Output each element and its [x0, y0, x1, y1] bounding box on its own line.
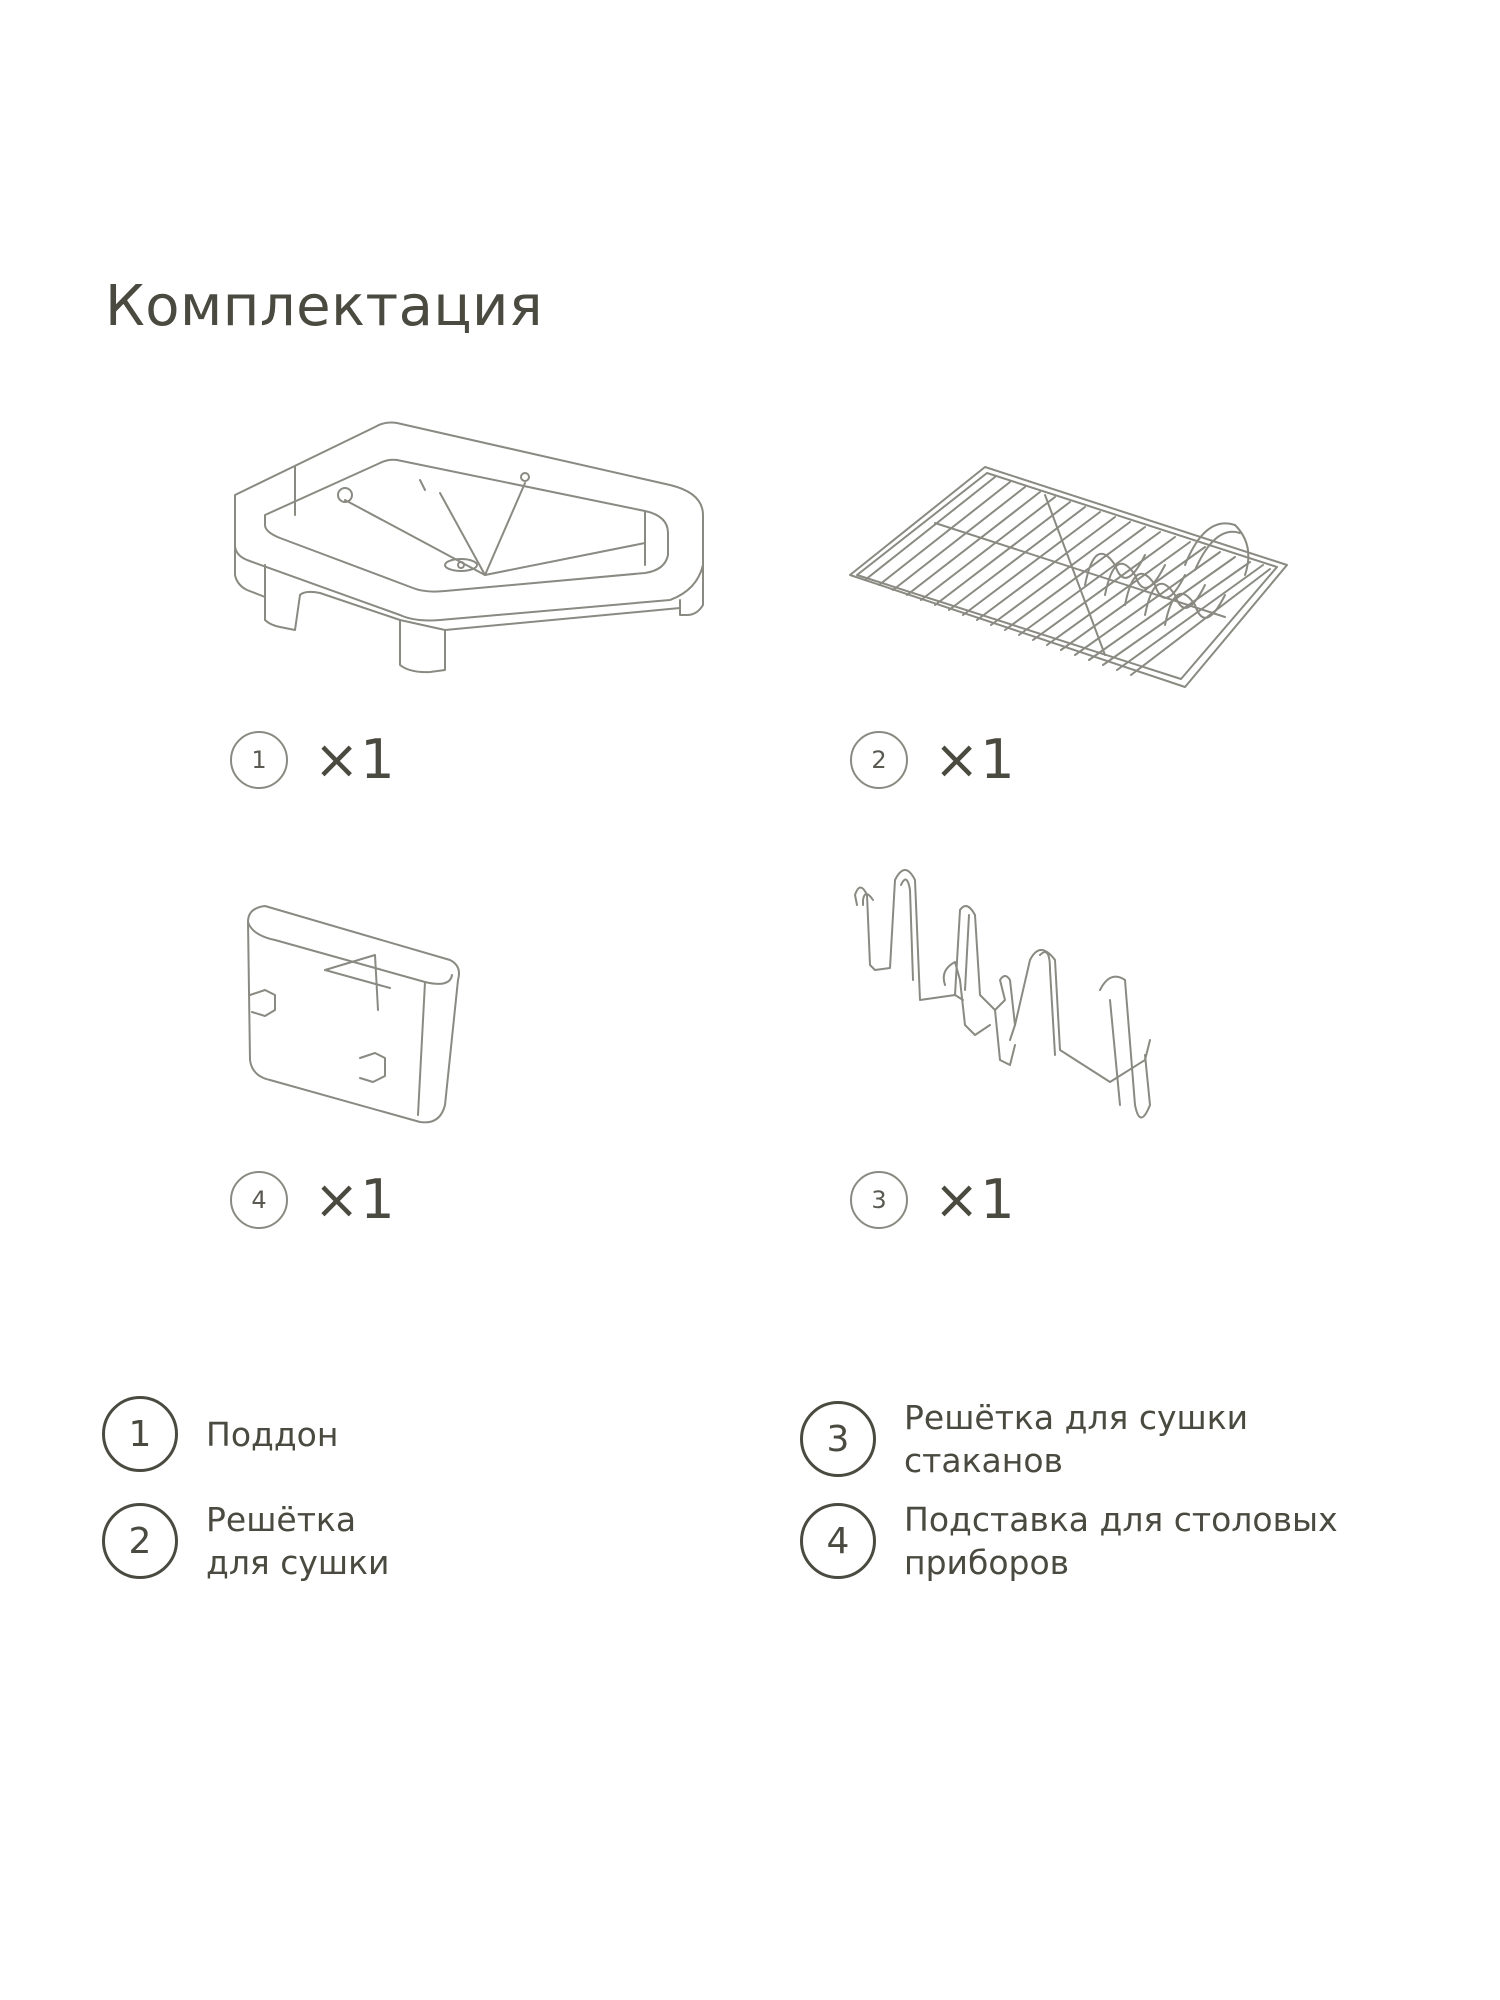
tray-illustration	[225, 415, 715, 705]
legend-item-1	[102, 1396, 338, 1472]
item-quantity: ×1	[934, 1168, 1016, 1231]
legend-item-4	[800, 1498, 1338, 1584]
item-quantity: ×1	[934, 728, 1016, 791]
legend-item-3	[800, 1396, 1248, 1482]
item-quantity: ×1	[314, 728, 396, 791]
qty-row-3	[850, 1168, 1016, 1231]
legend-number-badge: 3	[800, 1401, 876, 1477]
legend-label: Решётка для сушки	[206, 1500, 390, 1582]
item-number-badge: 1	[230, 731, 288, 789]
legend-label: Решётка для сушки стаканов	[904, 1398, 1249, 1480]
qty-row-2	[850, 728, 1016, 791]
legend-item-2	[102, 1498, 390, 1584]
legend-number-badge: 2	[102, 1503, 178, 1579]
item-quantity: ×1	[314, 1168, 396, 1231]
page-title: Комплектация	[105, 273, 544, 339]
glass-rack-illustration	[845, 850, 1185, 1140]
drying-rack-illustration	[845, 455, 1305, 695]
qty-row-4	[230, 1168, 396, 1231]
legend-label: Поддон	[206, 1414, 339, 1454]
cutlery-holder-illustration	[240, 900, 460, 1130]
legend-number-badge: 4	[800, 1503, 876, 1579]
item-number-badge: 2	[850, 731, 908, 789]
legend-label: Подставка для столовых приборов	[904, 1500, 1338, 1582]
qty-row-1	[230, 728, 396, 791]
item-number-badge: 3	[850, 1171, 908, 1229]
legend-number-badge: 1	[102, 1396, 178, 1472]
item-number-badge: 4	[230, 1171, 288, 1229]
